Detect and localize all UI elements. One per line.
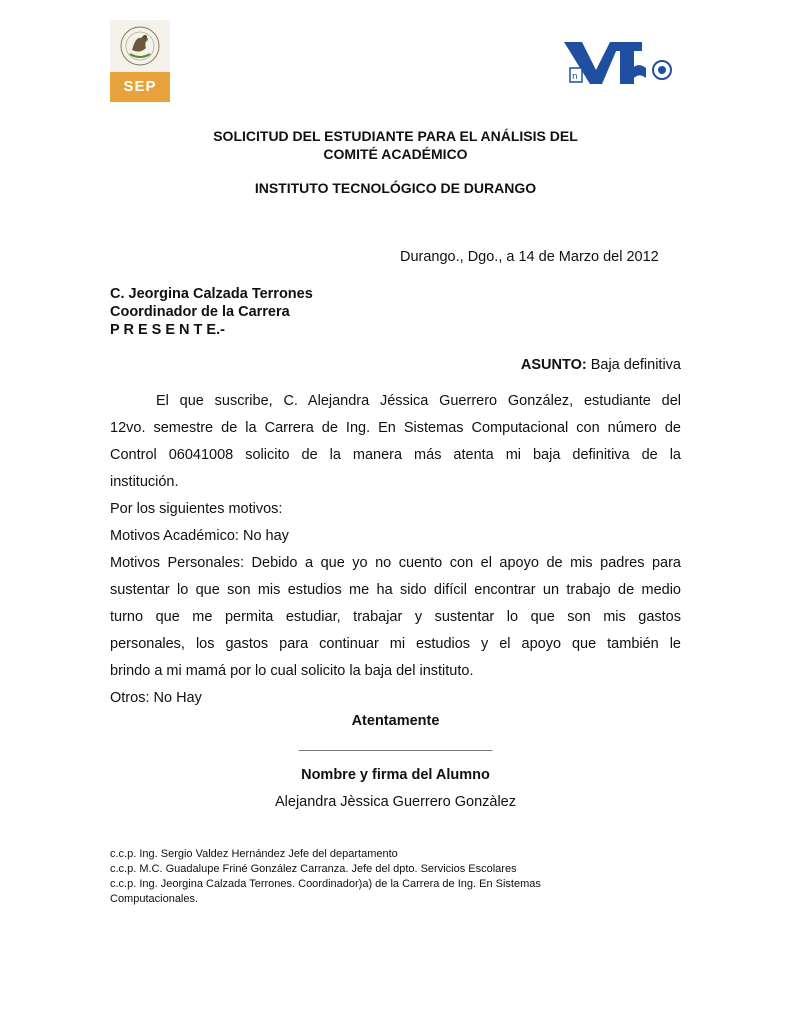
recipient-name: C. Jeorgina Calzada Terrones [110, 286, 313, 302]
motivos-academico: Motivos Académico: No hay [110, 528, 289, 544]
request-paragraph [110, 388, 681, 712]
signature-caption: Nombre y firma del Alumno [301, 767, 490, 783]
cc-list [110, 847, 681, 907]
paragraph-line: institución. [110, 474, 179, 490]
motivos-personales-line: turno que me permita estudiar, trabajar y sustentar lo que son mis gastos [110, 609, 681, 625]
institution-name: INSTITUTO TECNOLÓGICO DE DURANGO [254, 180, 537, 196]
itd-logo-icon [562, 34, 680, 92]
otros-line: Otros: No Hay [110, 690, 202, 706]
svg-text:n: n [572, 72, 578, 82]
paragraph-line: El que suscribe, C. Alejandra Jéssica Guerrero González, estudiante del [156, 393, 681, 409]
cc-line: c.c.p. M.C. Guadalupe Friné González Carranza. Jefe del dpto. Servicios Escolares [110, 863, 517, 875]
asunto-line [521, 357, 681, 373]
date-line: Durango., Dgo., a 14 de Marzo del 2012 [400, 249, 659, 265]
presente-line: P R E S E N T E.- [110, 322, 225, 338]
closing-atentamente: Atentamente [351, 713, 440, 729]
cc-line: c.c.p. Ing. Sergio Valdez Hernández Jefe del departamento [110, 848, 398, 860]
motivos-intro: Por los siguientes motivos: [110, 501, 283, 517]
recipient-role: Coordinador de la Carrera [110, 304, 290, 320]
motivos-personales-line: Motivos Personales: Debido a que yo no cuento con el apoyo de mis padres para [110, 555, 681, 571]
asunto-value: Baja definitiva [590, 357, 681, 373]
sep-logo [110, 20, 170, 102]
signature-line: ________________________ [298, 737, 493, 753]
cc-line: c.c.p. Ing. Jeorgina Calzada Terrones. Coordinador)a) de la Carrera de Ing. En Sistemas [110, 878, 541, 890]
cc-line: Computacionales. [110, 893, 199, 905]
student-name: Alejandra Jèssica Guerrero Gonzàlez [275, 794, 516, 810]
mexican-eagle-emblem-icon [110, 20, 170, 72]
paragraph-line: 12vo. semestre de la Carrera de Ing. En Sistemas Computacional con número de [110, 420, 681, 436]
document-title-line-2: COMITÉ ACADÉMICO [323, 146, 468, 162]
motivos-personales-line: sustentar lo que son mis estudios me ha sido difícil encontrar un trabajo de medio [110, 582, 681, 598]
sep-label: SEP [110, 72, 170, 102]
document-title-line-1: SOLICITUD DEL ESTUDIANTE PARA EL ANÁLISIS DEL [213, 128, 578, 144]
motivos-personales-line: personales, los gastos para continuar mi estudios y el apoyo que también le [110, 636, 681, 652]
paragraph-line: Control 06041008 solicito de la manera más atenta mi baja definitiva de la [110, 447, 681, 463]
asunto-label: ASUNTO: [520, 357, 587, 373]
motivos-personales-line: brindo a mi mamá por lo cual solicito la baja del instituto. [110, 663, 474, 679]
